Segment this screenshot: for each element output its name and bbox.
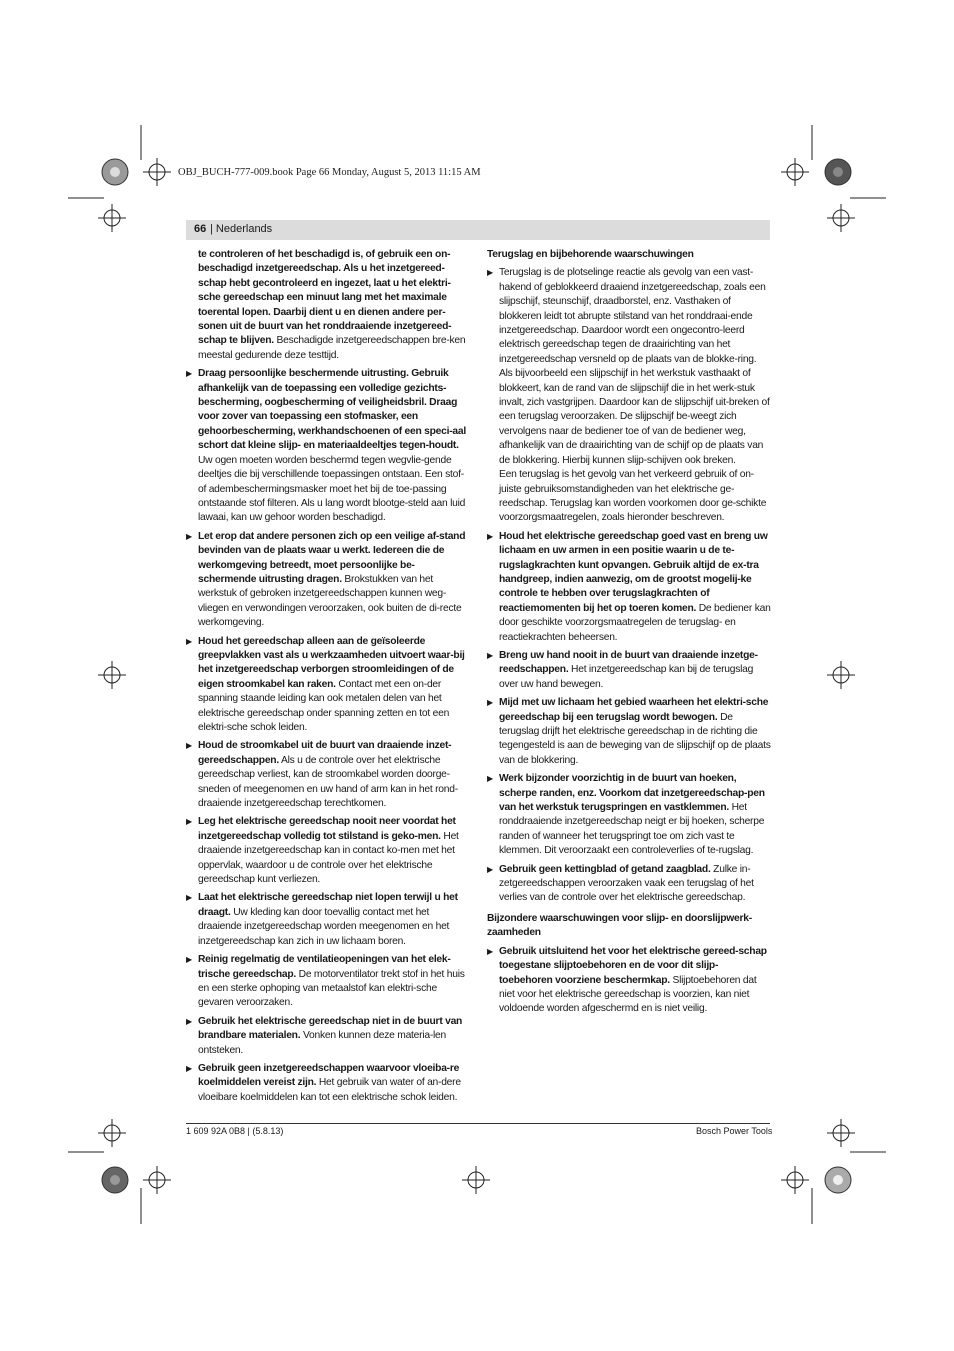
bullet-arrow-icon: ▶	[186, 1063, 192, 1073]
item-bold: Gebruik geen kettingblad of getand zaagblad.	[499, 863, 711, 875]
bullet-arrow-icon: ▶	[487, 268, 493, 278]
item-text: Zulke in-zetgereedschappen veroorzaken vaak een terugslag of het verlies van de controle over het elektrische gereedschap.	[499, 863, 754, 904]
item-text: De bediener kan door geschikte voorzorgsmaatregelen de terugslag- en reactiekrachten beheersen.	[499, 602, 771, 643]
right-column	[487, 248, 771, 1021]
item-bold: Gebruik geen inzetgereedschappen waarvoor vloeiba-re koelmiddelen vereist zijn.	[198, 1062, 460, 1089]
bullet-arrow-icon: ▶	[487, 531, 493, 541]
intro-text: Beschadigde inzetgereedschappen bre-ken meestal gedurende deze testtijd.	[198, 335, 466, 361]
bullet-arrow-icon: ▶	[487, 650, 493, 660]
print-slug: OBJ_BUCH-777-009.book Page 66 Monday, August 5, 2013 11:15 AM	[178, 167, 481, 178]
bullet-arrow-icon: ▶	[186, 531, 192, 541]
bullet-arrow-icon: ▶	[186, 955, 192, 965]
warning-item	[186, 953, 468, 1011]
item-bold: Draag persoonlijke beschermende uitrusting. Gebruik afhankelijk van de toepassing een volledige gezichts-bescherming, oogbescherming of veiligheidsbril. Draag voor zover van toepassing een stofmasker, een gehoorbescherming, werkhandschoenen of een speci-aal schort dat kleine slijp- en materiaaldeeltjes tegen-houdt.	[198, 368, 466, 452]
item-text: Het inzetgereedschap kan bij de terugslag over uw hand bewegen.	[499, 664, 754, 690]
page-number: 66	[194, 223, 207, 235]
kickback-paragraph-2: Als bijvoorbeeld een slijpschijf in het werkstuk vasthaakt of blokkeert, kan de rand van de slijpschijf die in het werk-stuk invalt, zich vastgrijpen. Daardoor kan de slijpschijf uit-breken of een terugslag veroorzaken. De slijpschijf be-weegt zich vervolgens naar de bediener toe of van de bediener weg, afhankelijk van de draairichting van de schijf op de plaats van de blokkering. Hierbij kunnen slijp-schijven ook breken.	[499, 368, 770, 466]
bullet-arrow-icon: ▶	[186, 1016, 192, 1026]
warning-item	[186, 1062, 468, 1105]
bullet-arrow-icon: ▶	[487, 864, 493, 874]
item-bold: Houd het gereedschap alleen aan de geïsoleerde greepvlakken vast als u werkzaamheden uitvoert waar-bij het inzetgereedschap verborgen stroomleidingen of de eigen stroomkabel kan raken.	[198, 635, 465, 690]
bullet-arrow-icon: ▶	[186, 741, 192, 751]
bullet-arrow-icon: ▶	[186, 369, 192, 379]
page-language: | Nederlands	[210, 223, 273, 235]
item-bold: Gebruik uitsluitend het voor het elektrische gereed-schap toegestane slijptoebehoren en de voor dit slijp-toebehoren voorziene beschermkap.	[499, 945, 767, 986]
warning-item	[186, 815, 468, 887]
kickback-paragraph-3: Een terugslag is het gevolg van het verkeerd gebruik of on-juiste gebruiksomstandigheden van het elektrische ge-reedschap. Terugslag kan worden voorkomen door ge-schikte voorzorgsmaatregelen, zoals hieronder beschreven.	[499, 469, 767, 524]
warning-item	[487, 945, 771, 1017]
item-bold: Reinig regelmatig de ventilatieopeningen van het elek-trische gereedschap.	[198, 954, 451, 980]
kickback-paragraph-1: Terugslag is de plotselinge reactie als gevolg van een vast-hakend of geblokkeerd draaiend inzetgereedschap, zoals een slijpschijf, steunschijf, draadborstel, enz. Vasthaken of blokkeren leidt tot abrupte stilstand van het ronddraai-ende inzetgereedschap. Daardoor wordt een ongecontro-leerd elektrisch gereedschap tegen de draairichting van het inzetgereedschap versneld op de plaats van de blokke-ring.	[499, 267, 766, 365]
item-text: Het gebruik van water of an-dere vloeibare koelmiddelen kan tot een elektrische schok leiden.	[198, 1077, 461, 1103]
item-text: Brokstukken van het werkstuk of gebroken inzetgereedschappen kunnen weg-vliegen en verwondingen veroorzaken, ook buiten de di-recte werkomgeving.	[198, 573, 462, 629]
item-text: Als u de controle over het elektrische gereedschap verliest, kan de stroomkabel worden doorge-sneden of meegenomen en uw hand of arm kan in het rond-draaiende inzetgereedschap terechtkomen.	[198, 754, 458, 810]
item-bold: Breng uw hand nooit in de buurt van draaiende inzetge-reedschappen.	[499, 649, 758, 676]
warning-item	[186, 367, 468, 525]
item-text: Uw ogen moeten worden beschermd tegen wegvlie-gende deeltjes die bij verschillende toepassingen ontstaan. Een stof- of adembeschermingsmasker moet het bij de toe-passing ontstaande stof filteren. Als u lang wordt blootge-steld aan luid lawaai, kan uw gehoor worden beschadigd.	[198, 454, 466, 524]
item-bold: Houd de stroomkabel uit de buurt van draaiende inzet-gereedschappen.	[198, 740, 452, 766]
item-bold: Mijd met uw lichaam het gebied waarheen het elektri-sche gereedschap bij een terugslag wordt bewogen.	[499, 697, 769, 723]
warning-item	[487, 649, 771, 692]
item-bold: Werk bijzonder voorzichtig in de buurt van hoeken, scherpe randen, enz. Voorkom dat inzetgereedschap-pen van het werkstuk terugspringen en vastklemmen.	[499, 773, 765, 814]
section-heading-grinding: Bijzondere waarschuwingen voor slijp- en doorslijpwerk-zaamheden	[487, 912, 752, 939]
footer-brand: Bosch Power Tools	[696, 1126, 773, 1136]
kickback-explanation	[487, 266, 771, 525]
bullet-arrow-icon: ▶	[487, 946, 493, 956]
warning-item	[487, 863, 771, 906]
warning-item	[487, 530, 771, 645]
footer-divider	[186, 1123, 770, 1124]
item-text: Contact met een on-der spanning staande leiding kan ook metalen delen van het elektrische gereedschap onder spanning zetten en tot een elektri-sche schok leiden.	[198, 678, 450, 733]
warning-item	[186, 739, 468, 811]
item-bold: Houd het elektrische gereedschap goed vast en breng uw lichaam en uw armen in een positie waarin u de te-rugslagkrachten kunt opvangen. Gebruik altijd de ex-tra handgreep, indien aanwezig, om de grootst mogelij-ke controle te hebben over terugslagkrachten of reactiemomenten bij het op toeren komen.	[499, 530, 768, 614]
item-text: Uw kleding kan door toevallig contact met het draaiende inzetgereedschap worden meegenomen en het inzetgereedschap kan zich in uw lichaam boren.	[198, 906, 450, 947]
footer-doc-number: 1 609 92A 0B8 | (5.8.13)	[186, 1126, 284, 1136]
warning-item	[487, 696, 771, 768]
item-text: Slijptoebehoren dat niet voor het elektrische gereedschap is voorzien, kan niet voldoende worden afgeschermd en is niet veilig.	[499, 974, 757, 1015]
warning-item	[186, 1015, 468, 1058]
item-text: De terugslag drijft het elektrische gereedschap in de richting die tegengesteld is aan de beweging van de slijpschijf op de plaats van de blokkering.	[499, 711, 771, 766]
intro-paragraph	[198, 248, 468, 363]
item-text: Het ronddraaiende inzetgereedschap neigt er bij hoeken, scherpe randen of wanneer het terugspringt toe om zich vast te klemmen. Dit veroorzaakt een controleverlies of te-rugslag.	[499, 802, 765, 857]
item-text: De motorventilator trekt stof in het huis en een sterke ophoping van metaalstof kan elektri-sche gevaren veroorzaken.	[198, 968, 465, 1009]
intro-bold: te controleren of het beschadigd is, of gebruik een on-beschadigd inzetgereedschap. Als u het inzetgereed-schap hebt gecontroleerd en ingezet, laat u het elektri-sche gereedschap een minuut lang met het maximale toerental lopen. Daarbij dient u en dienen andere per-sonen uit de buurt van het ronddraaiende inzetgereed-schap te blijven.	[198, 249, 452, 347]
warning-item	[186, 635, 468, 736]
item-bold: Let erop dat andere personen zich op een veilige af-stand bevinden van de plaats waar u werkt. Iedereen die de werkomgeving betreedt, moet persoonlijke be-schermende uitrusting dragen.	[198, 530, 466, 585]
left-column	[186, 248, 468, 1109]
bullet-arrow-icon: ▶	[487, 698, 493, 708]
bullet-arrow-icon: ▶	[186, 893, 192, 903]
item-bold: Laat het elektrische gereedschap niet lopen terwijl u het draagt.	[198, 892, 458, 918]
bullet-arrow-icon: ▶	[186, 817, 192, 827]
language-label: Nederlands	[215, 223, 273, 235]
warning-item	[186, 891, 468, 949]
warning-item	[487, 772, 771, 858]
warning-item	[186, 530, 468, 631]
item-bold: Leg het elektrische gereedschap nooit neer voordat het inzetgereedschap volledig tot stilstand is geko-men.	[198, 816, 456, 842]
item-bold: Gebruik het elektrische gereedschap niet in de buurt van brandbare materialen.	[198, 1015, 463, 1042]
bullet-arrow-icon: ▶	[487, 774, 493, 784]
page-header-bar	[186, 220, 770, 240]
item-text: Vonken kunnen deze materia-len ontsteken.	[198, 1030, 447, 1056]
section-heading-kickback: Terugslag en bijbehorende waarschuwingen	[487, 249, 694, 260]
bullet-arrow-icon: ▶	[186, 636, 192, 646]
item-text: Het draaiende inzetgereedschap kan in contact ko-men met het oppervlak, waardoor u de controle over het elektrische gereedschap kunt verliezen.	[198, 830, 459, 886]
